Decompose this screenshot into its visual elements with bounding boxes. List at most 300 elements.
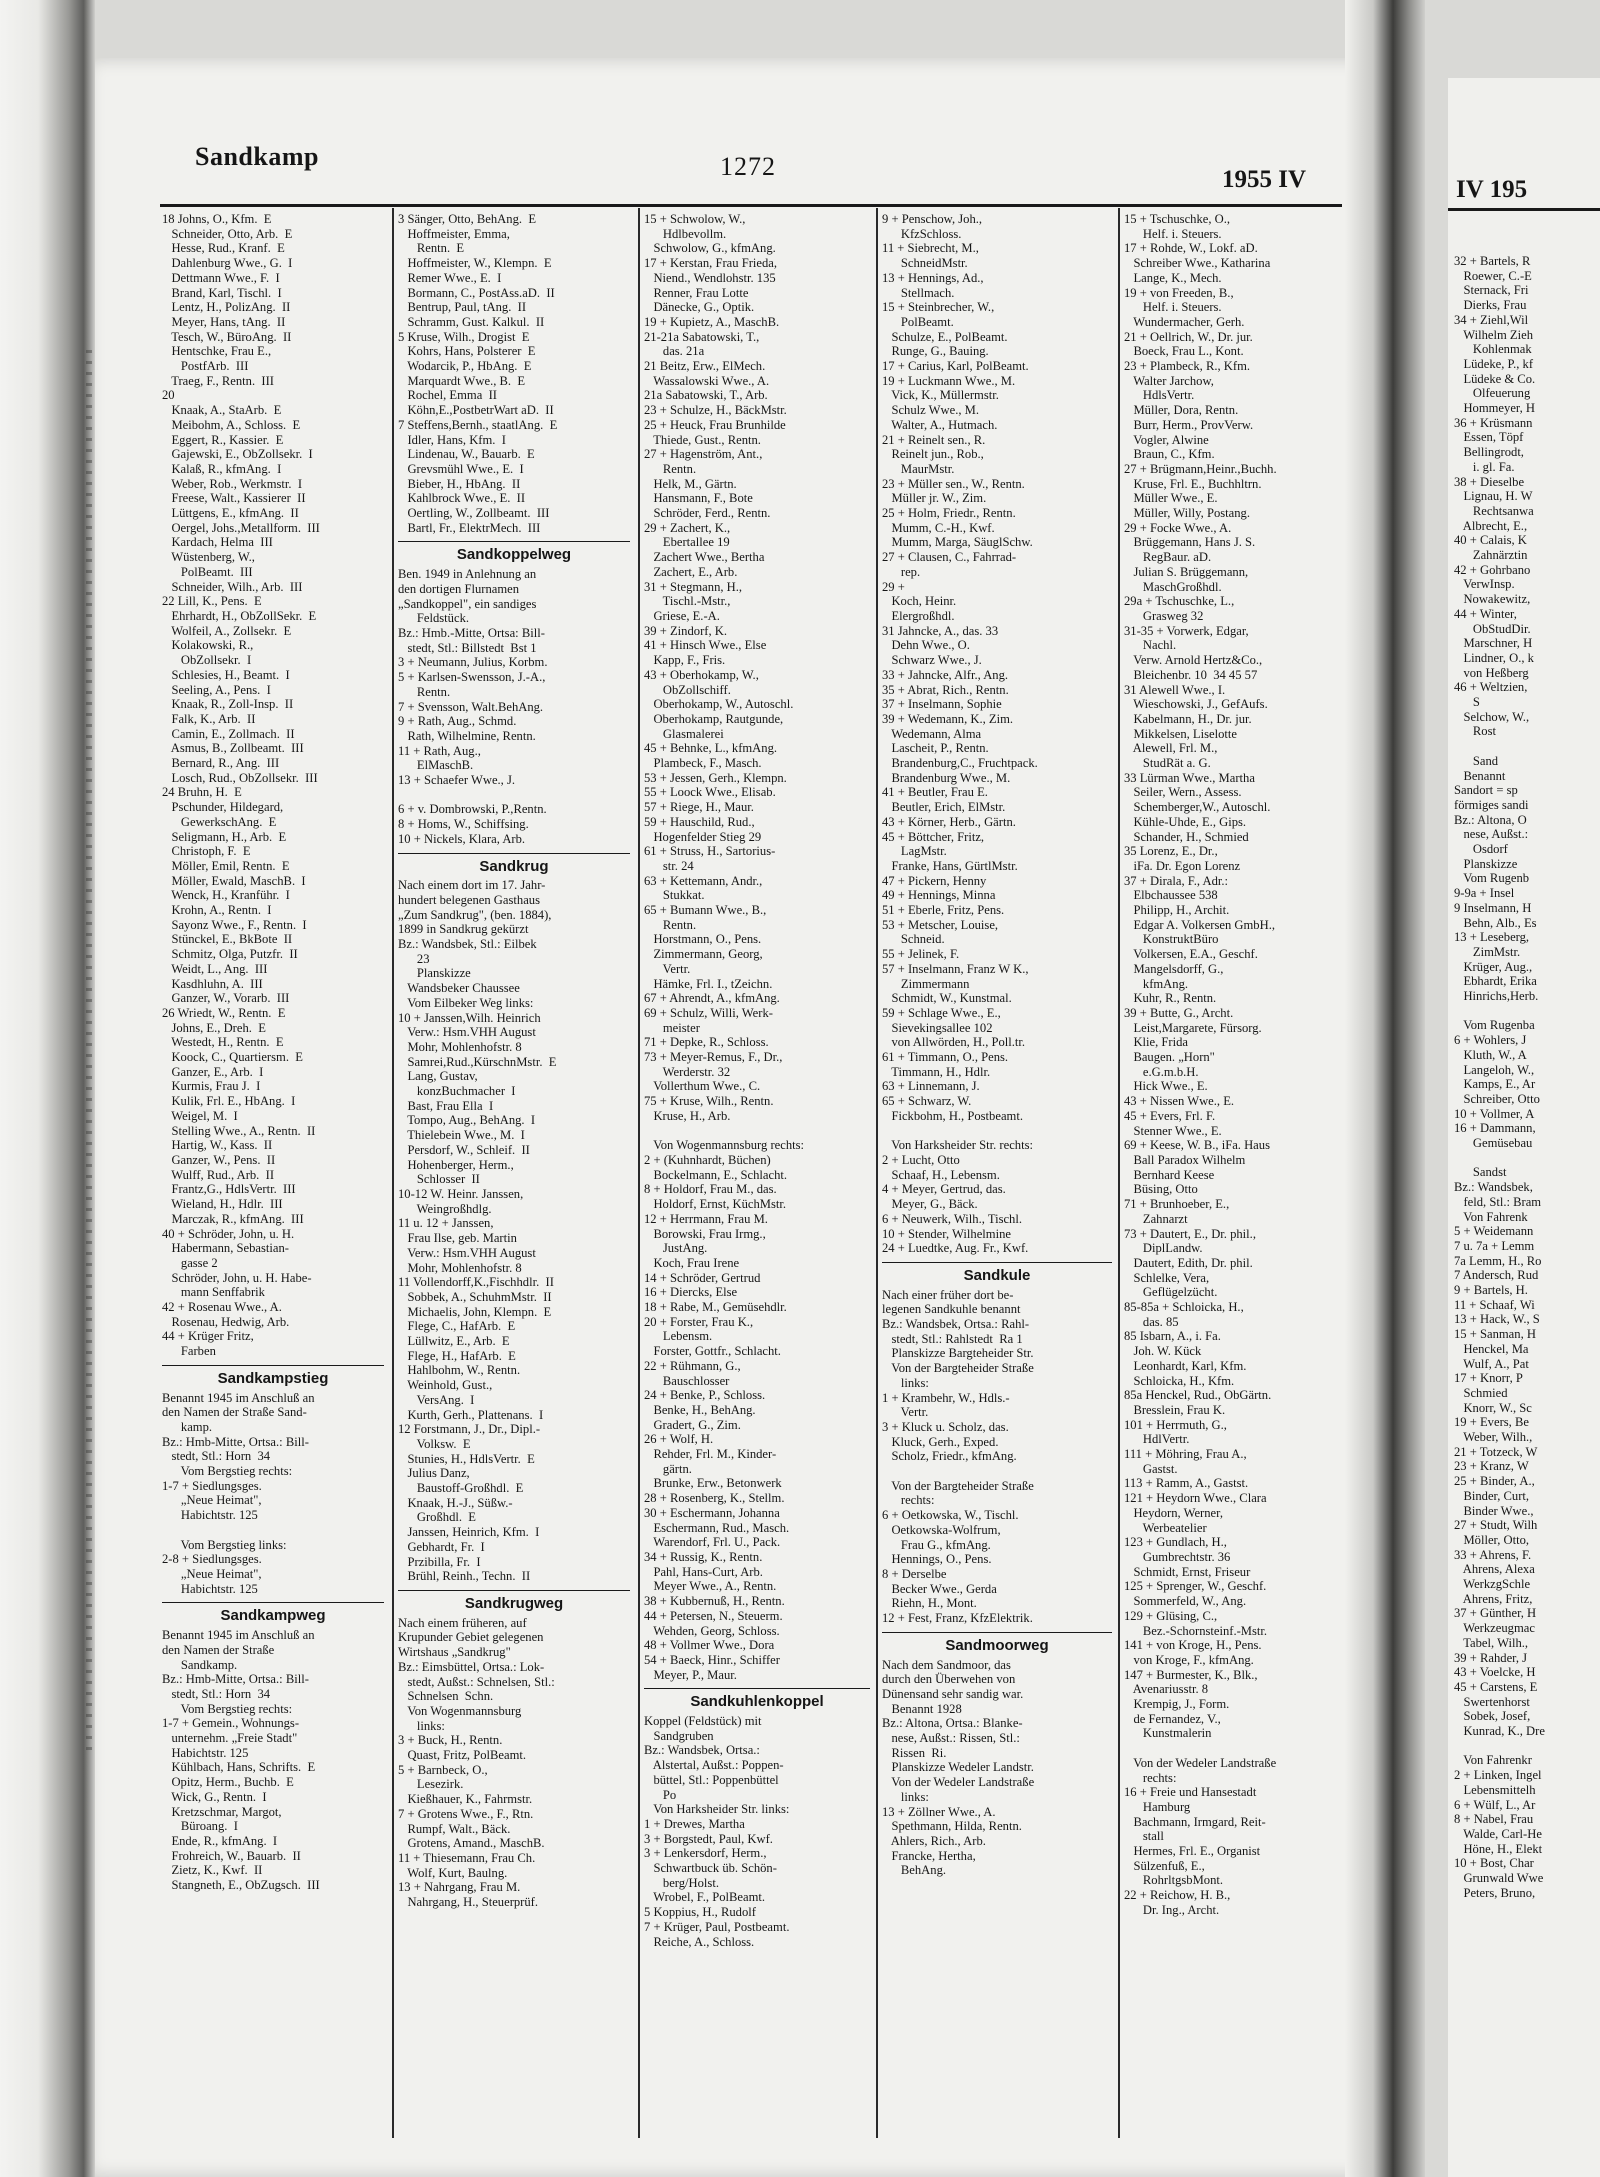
directory-entry: stedt, Stl.: Horn 34 [162,1686,271,1701]
directory-entry: Zachert Wwe., Bertha [644,550,765,565]
directory-entry: Mangelsdorff, G., [1124,961,1224,976]
directory-entry: Müller, Dora, Rentn. [1124,403,1239,418]
directory-entry: Walter Jarchow, [1124,373,1214,388]
column-5 [1124,212,1338,2142]
directory-entry: Vertr. [882,1405,929,1420]
next-page-entry: Ebhardt, Erika [1454,974,1537,989]
directory-entry: Meyer Wwe., A., Rentn. [644,1579,777,1594]
directory-entry: Seligmann, H., Arb. E [162,829,287,844]
directory-entry: Burr, Herm., ProvVerw. [1124,417,1254,432]
next-page-entry: 7a Lemm, H., Ro [1454,1253,1542,1268]
directory-entry: Vertr. [644,961,691,976]
directory-entry: Alstertal, Außst.: Poppen- [644,1758,784,1773]
directory-entry: Rath, Wilhelmine, Rentn. [398,728,536,743]
directory-entry: Scholz, Friedr., kfmAng. [882,1449,1017,1464]
directory-entry: 8 + Homs, W., Schiffsing. [398,817,529,832]
next-page-entry: 44 + Winter, [1454,606,1517,621]
directory-entry: 17 + Rohde, W., Lokf. aD. [1124,241,1258,256]
next-page-entry: 45 + Carstens, E [1454,1679,1538,1694]
next-page-entry: 42 + Gohrbano [1454,562,1531,577]
directory-entry: Braun, C., Kfm. [1124,447,1215,462]
directory-entry: 43 + Nissen Wwe., E. [1124,1094,1235,1109]
directory-entry: Verw. Arnold Hertz&Co., [1124,653,1263,668]
directory-entry: 38 + Kubbernuß, H., Rentn. [644,1594,785,1609]
directory-entry: Lang, Gustav, [398,1069,478,1084]
directory-entry: Verw.: Hsm.VHH August [398,1245,536,1260]
directory-entry: das. 85 [1124,1314,1179,1329]
directory-entry: links: [398,1718,445,1733]
directory-entry: Planskizze Wedeler Landstr. [882,1760,1034,1775]
directory-entry: Mohr, Mohlenhofstr. 8 [398,1039,522,1054]
directory-entry: Kolakowski, R., [162,638,254,653]
directory-entry: 7 + Krüger, Paul, Postbeamt. [644,1919,790,1934]
directory-entry: Koppel (Feldstück) mit [644,1714,762,1729]
next-page-entry: Schmied [1454,1385,1508,1400]
directory-entry: Habichtstr. 125 [162,1508,258,1523]
next-page-entry: Sobek, Josef, [1454,1709,1531,1724]
directory-entry: Mumm, Marga, SäuglSchw. [882,535,1033,550]
directory-entry: Büsing, Otto [1124,1182,1198,1197]
directory-entry: Rentn. [398,684,451,699]
directory-entry: Schwolow, G., kfmAng. [644,241,776,256]
next-page-entry: 25 + Binder, A., [1454,1474,1535,1489]
directory-entry: 15 + Steinbrecher, W., [882,300,995,315]
next-page-entry: Olfeuerung [1454,386,1531,401]
directory-entry: Stellmach. [882,285,955,300]
directory-entry: Brunke, Erw., Betonwerk [644,1476,782,1491]
directory-entry: gärtn. [644,1461,692,1476]
directory-entry: „Neue Heimat", [162,1566,262,1581]
directory-entry: Vom Bergstieg rechts: [162,1701,293,1716]
directory-entry: Remer Wwe., E. I [398,270,502,285]
directory-entry: 5 + Barnbeck, O., [398,1762,488,1777]
directory-entry: HdlVertr. [1124,1432,1190,1447]
directory-entry: Müller Wwe., E. [1124,491,1218,506]
directory-entry: Edgar A. Volkersen GmbH., [1124,917,1275,932]
directory-entry: Krohn, A., Rentn. I [162,903,272,918]
directory-entry [398,788,630,803]
directory-entry: 1-7 + Gemein., Wohnungs- [162,1716,300,1731]
directory-entry: Vollerthum Wwe., C. [644,1079,761,1094]
next-page-entry: Henckel, Ma [1454,1341,1529,1356]
directory-entry: Leist,Margarete, Fürsorg. [1124,1020,1262,1035]
next-page-entry: Ahrens, Fritz, [1454,1591,1533,1606]
next-page-entry: 23 + Kranz, W [1454,1459,1529,1474]
directory-entry: 57 + Riege, H., Maur. [644,800,754,815]
directory-entry: Grevsmühl Wwe., E. I [398,461,524,476]
directory-entry: 27 + Hagenström, Ant., [644,447,763,462]
directory-entry: Bz.: Wandsbek, Ortsa.: [644,1743,760,1758]
directory-entry: 15 + Schwolow, W., [644,212,746,226]
directory-entry: 101 + Herrmuth, G., [1124,1417,1227,1432]
directory-entry: Von Harksheider Str. rechts: [882,1138,1033,1153]
directory-entry: Marczak, R., kfmAng. III [162,1211,304,1226]
directory-entry: Gradert, G., Zim. [644,1417,741,1432]
next-page-entry: Rechtsanwa [1454,503,1534,518]
directory-entry: 43 + Oberhokamp, W., [644,667,759,682]
next-page-entry: 40 + Calais, K [1454,533,1527,548]
directory-entry: 61 + Struss, H., Sartorius- [644,844,776,859]
directory-entry: Helf. i. Steuers. [1124,300,1222,315]
directory-entry: Wirtshaus „Sandkrug" [398,1645,511,1660]
directory-entry: Helf. i. Steuers. [1124,226,1222,241]
directory-entry: Vogler, Alwine [1124,432,1209,447]
directory-entry: Wulff, Rud., Arb. II [162,1167,275,1182]
directory-entry: Dr. Ing., Archt. [1124,1902,1220,1917]
directory-entry: 129 + Glüsing, C., [1124,1608,1218,1623]
next-page-entry: Peters, Bruno, [1454,1885,1536,1900]
directory-entry: Geflügelzücht. [1124,1285,1218,1300]
directory-entry: 23 + Schulze, H., BäckMstr. [644,403,787,418]
column-3 [644,212,870,2142]
directory-entry: 13 + Hennings, Ad., [882,270,984,285]
directory-entry: Schloicka, H., Kfm. [1124,1373,1235,1388]
directory-entry: 57 + Inselmann, Franz W K., [882,961,1029,976]
next-page-entry: Behn, Alb., Es [1454,915,1537,930]
directory-entry: Lange, K., Mech. [1124,270,1222,285]
next-page-entry: feld, Stl.: Bram [1454,1194,1542,1209]
directory-entry: Schlosser II [398,1172,480,1187]
directory-entry: Po [644,1787,677,1802]
next-page-entry: Nowakewitz, [1454,592,1531,607]
directory-entry: 10-12 W. Heinr. Janssen, [398,1187,524,1201]
directory-entry: 10 + Janssen,Wilh. Heinrich [398,1010,541,1025]
directory-entry: Stenner Wwe., E. [1124,1123,1222,1138]
next-page-entry: Langeloh, W., [1454,1062,1535,1077]
directory-entry: 23 + Müller sen., W., Rentn. [882,476,1025,491]
directory-entry: „Zum Sandkrug", (ben. 1884), [398,907,552,922]
directory-entry: HdlsVertr. [1124,388,1195,403]
directory-entry: stedt, Stl.: Horn 34 [162,1449,271,1464]
directory-entry: Meyer, P., Maur. [644,1667,737,1682]
directory-entry: Rentn. [644,461,697,476]
next-page-entry: 7 u. 7a + Lemm [1454,1238,1535,1253]
directory-entry: 48 + Vollmer Wwe., Dora [644,1638,775,1653]
directory-entry: kfmAng. [1124,976,1189,991]
directory-entry: Renner, Frau Lotte [644,285,749,300]
directory-entry: 20 + Forster, Frau K., [644,1314,754,1329]
directory-entry: Wrobel, F., PolBeamt. [644,1890,766,1905]
directory-entry: Brühl, Reinh., Techn. II [398,1569,531,1584]
directory-entry: Nach einem dort im 17. Jahr- [398,878,546,893]
directory-entry: 44 + Petersen, N., Steuerm. [644,1608,783,1623]
directory-entry: Feldstück. [398,611,470,626]
directory-entry: VersAng. I [398,1392,475,1407]
directory-entry: büttel, Stl.: Poppenbüttel [644,1772,779,1787]
directory-entry: Wedemann, Alma [882,726,982,741]
directory-entry: 73 + Meyer-Remus, F., Dr., [644,1050,783,1065]
directory-entry: Flege, H., HafArb. E [398,1348,516,1363]
directory-entry: Dänecke, G., Optik. [644,300,755,315]
next-page-entry: Walde, Carl-He [1454,1826,1542,1841]
directory-entry: Becker Wwe., Gerda [882,1581,997,1596]
directory-entry: Schramm, Gust. Kalkul. II [398,314,545,329]
directory-entry: 45 + Böttcher, Fritz, [882,829,985,844]
next-page-entry: i. gl. Fa. [1454,459,1515,474]
directory-entry: Bernhard Keese [1124,1167,1215,1182]
next-page-entry: 37 + Günther, H [1454,1606,1537,1621]
directory-entry: Hamburg [1124,1799,1191,1814]
next-page-entry: förmiges sandi [1454,797,1529,812]
next-page-entry: 11 + Schaaf, Wi [1454,1297,1535,1312]
directory-entry: 41 + Beutler, Frau E. [882,785,988,800]
next-page-entry: 15 + Sanman, H [1454,1327,1536,1342]
directory-entry: 75 + Kruse, Wilh., Rentn. [644,1094,774,1109]
next-page-entry: Zahnärztin [1454,548,1528,562]
directory-entry: Kießhauer, K., Fahrmstr. [398,1792,533,1807]
directory-entry: 22 + Reichow, H. B., [1124,1888,1231,1903]
directory-entry: Ebertallee 19 [644,535,730,550]
directory-entry: Horstmann, O., Pens. [644,932,762,947]
directory-entry: Warendorf, Frl. U., Pack. [644,1535,781,1550]
column-1 [162,212,384,2142]
directory-entry: Timmann, H., Hdlr. [882,1064,991,1079]
directory-entry: Francke, Hertha, [882,1848,976,1863]
directory-entry: mann Senffabrik [162,1285,265,1300]
directory-entry: Beutler, Erich, ElMstr. [882,800,1006,815]
directory-entry: 29 + [882,579,905,594]
directory-entry: Bz.: Hmb-Mitte, Ortsa.: Bill- [162,1672,309,1687]
directory-entry: 1 + Drewes, Martha [644,1816,745,1831]
directory-entry: Meibohm, A., Schloss. E [162,417,301,432]
directory-entry: Schemberger,W., Autoschl. [1124,800,1271,815]
directory-entry: 13 + Schaefer Wwe., J. [398,773,516,788]
directory-entry: 10 + Nickels, Klara, Arb. [398,831,526,846]
directory-entry: Zachert, E., Arb. [644,564,738,579]
directory-entry: Vom Bergstieg rechts: [162,1464,293,1479]
directory-entry: Bormann, C., PostAss.aD. II [398,285,555,300]
directory-entry: 71 + Depke, R., Schloss. [644,1035,769,1050]
directory-entry: Stunies, H., HdlsVertr. E [398,1451,535,1466]
directory-entry: Pschunder, Hildegard, [162,800,284,815]
directory-entry: Brandenburg Wwe., M. [882,770,1011,785]
directory-entry: 31-35 + Vorwerk, Edgar, [1124,623,1249,638]
directory-entry: Kuhr, R., Rentn. [1124,991,1217,1006]
directory-entry: 1-7 + Siedlungsges. [162,1478,262,1493]
directory-entry: 11 + Rath, Aug., [398,743,481,758]
directory-entry: Benannt 1945 im Anschluß an [162,1390,315,1405]
directory-entry: hundert belegenen Gasthaus [398,892,540,907]
next-page-entry: 9 + Bartels, H. [1454,1283,1528,1297]
directory-entry: Wüstenberg, W., [162,550,255,565]
directory-entry: Rehder, Frl. M., Kinder- [644,1447,777,1462]
street-section-title: Sandmoorweg [882,1632,1112,1654]
directory-entry: 3 + Borgstedt, Paul, Kwf. [644,1831,773,1846]
next-page-entry: Marschner, H [1454,636,1533,651]
directory-entry: Weidt, L., Ang. III [162,961,268,976]
directory-entry: Eggert, R., Kassier. E [162,432,284,447]
directory-entry: Kahlbrock Wwe., E. II [398,491,526,506]
directory-entry: 7 Steffens,Bernh., staatlAng. E [398,417,558,432]
directory-entry: Thiede, Gust., Rentn. [644,432,761,447]
directory-entry: Weigel, M. I [162,1108,238,1123]
directory-entry: 35 + Abrat, Rich., Rentn. [882,682,1009,697]
column-divider [1118,208,1120,2138]
directory-entry: Farben [162,1344,216,1359]
directory-entry: 7 + Svensson, Walt.BehAng. [398,699,544,714]
next-page-entry: Wilhelm Zieh [1454,327,1534,342]
directory-entry: Avenariusstr. 8 [1124,1682,1209,1697]
directory-entry: Hennings, O., Pens. [882,1552,992,1567]
directory-entry: Frau Ilse, geb. Martin [398,1231,517,1246]
directory-entry: 12 Forstmann, J., Dr., Dipl.- [398,1422,541,1437]
next-page-entry: 33 + Ahrens, F. [1454,1547,1532,1562]
directory-entry: 55 + Loock Wwe., Elisab. [644,785,776,800]
directory-entry: Frau G., kfmAng. [882,1537,991,1552]
directory-entry: Weber, Rob., Werkmstr. I [162,476,303,491]
directory-entry: Niend., Wendlohstr. 135 [644,270,776,285]
directory-entry: 1 + Krambehr, W., Hdls.- [882,1390,1010,1405]
directory-entry: 111 + Möhring, Frau A., [1124,1447,1247,1462]
directory-entry: 67 + Ahrendt, A., kfmAng. [644,991,780,1006]
directory-entry: Weinhold, Gust., [398,1378,493,1393]
directory-entry: Christoph, F. E [162,844,251,859]
directory-entry: 2 + (Kuhnhardt, Büchen) [644,1153,771,1167]
next-page-entry: Knorr, W., Sc [1454,1400,1532,1415]
directory-entry: Müller jr. W., Zim. [882,491,987,506]
directory-entry: Vom Eilbeker Weg links: [398,995,534,1010]
directory-entry: 125 + Sprenger, W., Geschf. [1124,1579,1267,1594]
directory-entry: Kulik, Frl. E., HbAng. I [162,1094,296,1109]
directory-entry: SchneidMstr. [882,256,968,271]
directory-entry: str. 24 [644,858,694,873]
directory-entry: Bockelmann, E., Schlacht. [644,1167,788,1182]
next-page-entry: 5 + Weidemann [1454,1224,1534,1239]
directory-entry: Brüggemann, Hans J. S. [1124,535,1256,550]
directory-entry: de Fernandez, V., [1124,1711,1221,1726]
next-page-entry [1454,1004,1457,1019]
directory-entry: 3 + Lenkersdorf, Herm., [644,1846,767,1861]
directory-entry: Idler, Hans, Kfm. I [398,432,506,447]
directory-entry: Camin, E., Zollmach. II [162,726,295,741]
directory-entry: RegBaur. aD. [1124,550,1212,565]
directory-entry: Rumpf, Walt., Bäck. [398,1821,511,1836]
next-page-entry: Kluth, W., A [1454,1047,1527,1062]
directory-entry: von Kroge, F., kfmAng. [1124,1652,1254,1667]
directory-entry: 3 Sänger, Otto, BehAng. E [398,212,537,226]
directory-entry: 19 + von Freeden, B., [1124,285,1234,300]
column-divider [638,208,640,2138]
directory-entry: 121 + Heydorn Wwe., Clara [1124,1491,1267,1506]
directory-entry: 3 + Kluck u. Scholz, das. [882,1419,1009,1434]
directory-entry: Dettmann Wwe., F. I [162,270,280,285]
directory-entry: 2-8 + Siedlungsges. [162,1552,262,1567]
directory-entry: Marquardt Wwe., B. E [398,373,526,388]
directory-entry: Von Harksheider Str. links: [644,1802,790,1817]
directory-entry: Hoffmeister, Emma, [398,226,510,241]
directory-entry: Hogenfelder Stieg 29 [644,829,762,844]
directory-entry: Lesezirk. [398,1777,464,1792]
directory-entry: Schlesies, H., Beamt. I [162,667,290,682]
next-page-entry: nese, Außst.: [1454,827,1529,842]
next-page-entry: Hommeyer, H [1454,401,1535,415]
directory-entry: 147 + Burmester, K., Blk., [1124,1667,1258,1682]
directory-entry: Reinelt jun., Rob., [882,447,984,462]
directory-entry: den Namen der Straße Sand- [162,1405,307,1420]
directory-entry: Hdlbevollm. [644,226,727,241]
next-page-entry: 43 + Voelcke, H [1454,1665,1536,1680]
directory-entry: Hahlbohm, W., Rentn. [398,1363,521,1378]
directory-entry: Kabelmann, H., Dr. jur. [1124,711,1252,726]
directory-entry: Rentn. E [398,241,465,256]
directory-entry: Runge, G., Bauing. [882,344,989,359]
directory-entry: 22 + Rühmann, G., [644,1358,741,1373]
directory-entry: 21a Sabatowski, T., Arb. [644,388,768,403]
directory-entry: Kapp, F., Fris. [644,653,726,668]
directory-entry: Schulze, E., PolBeamt. [882,329,1008,344]
directory-entry: Franke, Hans, GürtlMstr. [882,858,1018,873]
next-page-entry: Dierks, Frau [1454,298,1527,313]
directory-entry: konzBuchmacher I [398,1084,516,1099]
directory-entry: iFa. Dr. Egon Lorenz [1124,858,1241,873]
directory-entry: 45 + Behnke, L., kfmAng. [644,741,778,756]
directory-entry: unternehm. „Freie Stadt" [162,1731,298,1746]
directory-entry: Krempig, J., Form. [1124,1697,1230,1712]
directory-entry: Schneid. [882,932,945,947]
next-page-entry: 9-9a + Insel [1454,886,1515,901]
directory-entry: 22 Lill, K., Pens. E [162,594,262,609]
directory-entry: Forster, Gottfr., Schlacht. [644,1344,781,1359]
directory-entry: Lebensm. [644,1329,713,1344]
directory-entry: 59 + Hauschild, Rud., [644,814,755,829]
directory-entry: 65 + Bumann Wwe., B., [644,903,767,918]
directory-entry: Kurth, Gerh., Plattenans. I [398,1407,544,1422]
directory-entry: Schlelke, Vera, [1124,1270,1210,1285]
directory-entry: Walter, A., Hutmach. [882,417,998,432]
next-page-entry: 6 + Wohlers, J [1454,1033,1527,1048]
next-page-entry: 36 + Krüsmann [1454,415,1533,430]
directory-entry: 16 + Freie und Hansestadt [1124,1785,1257,1800]
directory-entry: Bz.: Hmb-Mitte, Ortsa.: Bill- [162,1434,309,1449]
next-page-entry: Möller, Otto, [1454,1532,1530,1547]
directory-entry: Schwarz Wwe., J. [882,653,982,668]
directory-entry: Wehden, Georg, Schloss. [644,1623,780,1638]
directory-entry: 23 [398,951,430,966]
directory-entry: Gumbrechtstr. 36 [1124,1549,1231,1564]
directory-entry: Brandenburg,C., Fruchtpack. [882,756,1038,771]
directory-entry: Ganzer, E., Arb. I [162,1064,264,1079]
directory-entry: Knaak, R., Zoll-Insp. II [162,697,294,712]
directory-entry: e.G.m.b.H. [1124,1064,1199,1079]
directory-entry: 21 Beitz, Erw., ElMech. [644,359,766,374]
street-section-title: Sandkampstieg [162,1365,384,1387]
next-page-entry: Bz.: Wandsbek, [1454,1180,1533,1195]
directory-entry: Kunstmalerin [1124,1726,1212,1741]
directory-entry: Gebhardt, Fr. I [398,1539,485,1554]
directory-entry: 33 + Jahncke, Alfr., Ang. [882,667,1009,682]
page-number: 1272 [720,152,776,181]
directory-entry: Wick, G., Rentn. I [162,1789,267,1804]
directory-entry: Bz.: Altona, Ortsa.: Blanke- [882,1716,1023,1731]
directory-entry: links: [882,1375,929,1390]
directory-entry: Sommerfeld, W., Ang. [1124,1594,1247,1609]
directory-entry: Sandkamp. [162,1657,238,1672]
directory-entry: Sandgruben [644,1728,714,1743]
directory-entry: Oberhokamp, W., Autoschl. [644,697,794,712]
directory-entry: ObZollschiff. [644,682,731,697]
next-page-entry: Lignau, H. W [1454,489,1533,504]
next-page-entry: Lindner, O., k [1454,650,1534,665]
directory-entry: Mohr, Mohlenhofstr. 8 [398,1260,522,1275]
next-page-entry: Ahrens, Alexa [1454,1562,1535,1577]
next-page-entry: Binder Wwe., [1454,1503,1534,1518]
directory-entry: Ende, R., kfmAng. I [162,1833,278,1848]
directory-entry: Lüllwitz, E., Arb. E [398,1334,510,1349]
directory-entry: Dahlenburg Wwe., G. I [162,256,293,271]
directory-entry: 26 Wriedt, W., Rentn. E [162,1005,286,1020]
directory-entry: 53 + Jessen, Gerh., Klempn. [644,770,787,785]
directory-entry: 21 + Reinelt sen., R. [882,432,986,447]
